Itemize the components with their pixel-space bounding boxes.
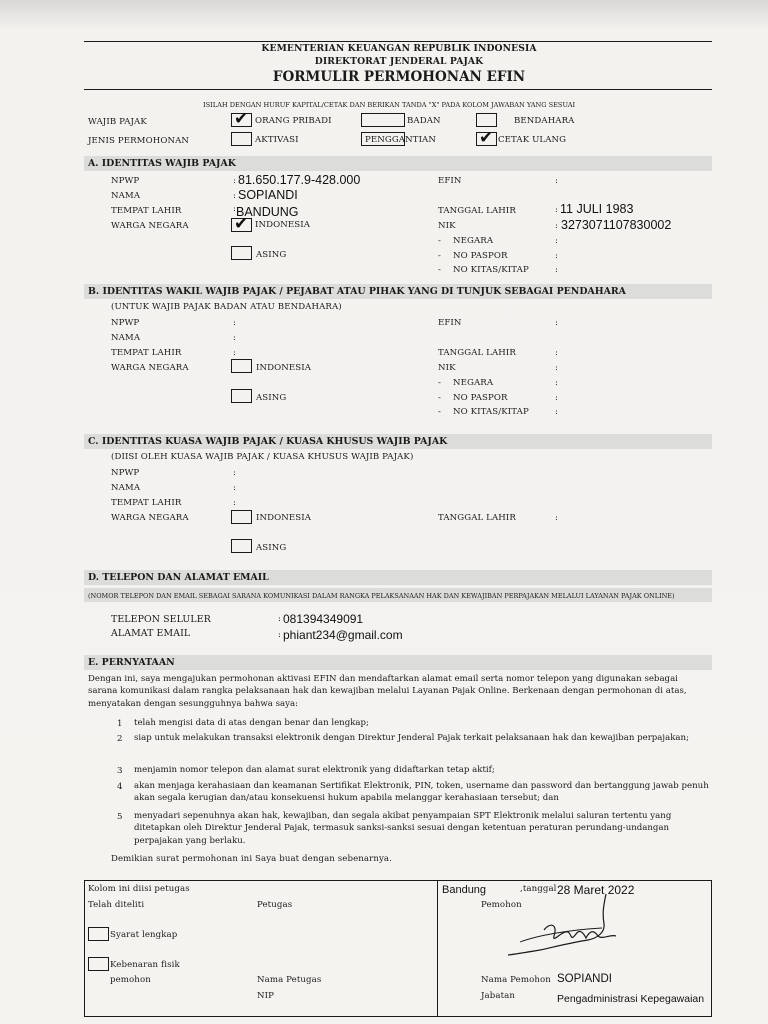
form-title: FORMULIR PERMOHONAN EFIN <box>272 69 526 85</box>
colon: : <box>233 483 236 493</box>
dash: - <box>438 265 442 275</box>
header-directorate: DIREKTORAT JENDERAL PAJAK <box>314 56 484 67</box>
item-number: 5 <box>117 812 123 822</box>
jabatan-value: Pengadministrasi Kepegawaian <box>557 993 705 1005</box>
footer-top-rule <box>84 880 712 881</box>
checkbox-kebenaran-fisik[interactable] <box>88 957 109 971</box>
dash: - <box>438 407 442 417</box>
telah-diteliti-label: Telah diteliti <box>88 900 145 910</box>
npwp-value: 81.650.177.9-428.000 <box>238 173 361 187</box>
option-asing: ASING <box>256 393 287 403</box>
no-paspor-label: NO PASPOR <box>453 251 508 261</box>
efin-label: EFIN <box>438 318 462 328</box>
statement-intro: Dengan ini, saya mengajukan permohonan aktivasi EFIN dan mendaftarkan alamat email serta nomor telepon yang digunakan sebagai sarana komunikasi dalam rangka pelaksanaan hak dan kewajiban melalui Layanan Pajak Online. Berkenaan dengan permohonan di atas, menyatakan dengan sesungguhnya bahwa saya: <box>88 674 687 709</box>
nama-label: NAMA <box>111 333 141 343</box>
tempat-lahir-value: BANDUNG <box>236 205 299 219</box>
tanggal-lahir-value: 11 JULI 1983 <box>560 202 634 216</box>
colon: : <box>555 363 558 373</box>
no-kitas-label: NO KITAS/KITAP <box>453 265 529 275</box>
checkbox-badan[interactable] <box>361 113 405 127</box>
section-b-subtitle: (UNTUK WAJIB PAJAK BADAN ATAU BENDAHARA) <box>111 302 342 312</box>
closing-statement: Demikian surat permohonan ini Saya buat dengan sebenarnya. <box>111 854 392 864</box>
section-e-title: E. PERNYATAAN <box>88 657 175 668</box>
tempat-lahir-label: TEMPAT LAHIR <box>111 498 182 508</box>
section-e-band <box>84 655 712 670</box>
section-c-subtitle: (DIISI OLEH KUASA WAJIB PAJAK / KUASA KHUSUS WAJIB PAJAK) <box>111 452 414 462</box>
option-orang-pribadi: ORANG PRIBADI <box>255 116 332 126</box>
colon: : <box>555 513 558 523</box>
colon: : <box>233 318 236 328</box>
check-mark-icon: ✔ <box>479 128 494 148</box>
nama-value: SOPIANDI <box>238 188 298 202</box>
tanggal-lahir-label: TANGGAL LAHIR <box>438 348 516 358</box>
colon: : <box>555 221 558 231</box>
nik-label: NIK <box>438 363 456 373</box>
option-indonesia: INDONESIA <box>256 513 312 523</box>
checkbox-asing[interactable] <box>231 246 252 260</box>
warga-negara-label: WARGA NEGARA <box>111 221 189 231</box>
title-rule <box>84 89 712 90</box>
efin-label: EFIN <box>438 176 462 186</box>
option-aktivasi: AKTIVASI <box>255 135 299 145</box>
top-rule <box>84 41 712 42</box>
option-asing: ASING <box>256 250 287 260</box>
warga-negara-label: WARGA NEGARA <box>111 513 189 523</box>
colon: : <box>555 407 558 417</box>
colon: : <box>555 378 558 388</box>
colon: : <box>555 236 558 246</box>
item-number: 4 <box>117 782 123 792</box>
no-kitas-label: NO KITAS/KITAP <box>453 407 529 417</box>
syarat-lengkap-label: Syarat lengkap <box>110 930 178 940</box>
option-badan: BADAN <box>407 116 441 126</box>
colon: : <box>555 265 558 275</box>
header-ministry: KEMENTERIAN KEUANGAN REPUBLIK INDONESIA <box>261 43 537 54</box>
kebenaran-fisik-label: Kebenaran fisik <box>110 960 180 970</box>
option-bendahara: BENDAHARA <box>514 116 575 126</box>
section-c-title: C. IDENTITAS KUASA WAJIB PAJAK / KUASA KHUSUS WAJIB PAJAK <box>88 436 448 447</box>
footer-bottom-rule <box>84 1016 712 1017</box>
tempat-lahir-label: TEMPAT LAHIR <box>111 348 182 358</box>
colon: : <box>233 498 236 508</box>
tanggal-lahir-label: TANGGAL LAHIR <box>438 206 516 216</box>
checkbox-indonesia[interactable] <box>231 510 252 524</box>
negara-label: NEGARA <box>453 378 494 388</box>
nama-label: NAMA <box>111 191 141 201</box>
colon: : <box>233 468 236 478</box>
no-paspor-label: NO PASPOR <box>453 393 508 403</box>
checkbox-asing[interactable] <box>231 389 252 403</box>
email-value: phiant234@gmail.com <box>283 628 403 642</box>
checkbox-asing[interactable] <box>231 539 252 553</box>
jabatan-label: Jabatan <box>481 991 516 1001</box>
checkbox-indonesia[interactable] <box>231 359 252 373</box>
footer-left-rule <box>84 880 85 1017</box>
kebenaran-fisik-label-2: pemohon <box>110 975 151 985</box>
footer-right-rule <box>711 880 712 1017</box>
email-label: ALAMAT EMAIL <box>111 628 191 639</box>
section-a-title: A. IDENTITAS WAJIB PAJAK <box>88 158 236 169</box>
dash: - <box>438 378 442 388</box>
colon: : <box>555 393 558 403</box>
npwp-label: NPWP <box>111 468 140 478</box>
tempat-lahir-label: TEMPAT LAHIR <box>111 206 182 216</box>
statement-item: telah mengisi data di atas dengan benar dan lengkap; <box>134 718 369 728</box>
nama-petugas-label: Nama Petugas <box>257 975 322 985</box>
item-number: 1 <box>117 719 123 729</box>
signature-image <box>506 890 630 960</box>
item-number: 2 <box>117 734 123 744</box>
colon: : <box>555 318 558 328</box>
section-b-title: B. IDENTITAS WAKIL WAJIB PAJAK / PEJABAT ATAU PIHAK YANG DI TUNJUK SEBAGAI PENDAHARA <box>88 286 626 297</box>
telepon-label: TELEPON SELULER <box>111 614 211 625</box>
instruction-text: ISILAH DENGAN HURUF KAPITAL/CETAK DAN BERIKAN TANDA "X" PADA KOLOM JAWABAN YANG SESUAI <box>203 101 576 109</box>
dash: - <box>438 393 442 403</box>
statement-item: menjamin nomor telepon dan alamat surat elektronik yang didaftarkan tetap aktif; <box>134 765 495 775</box>
tanggal-label: ,tanggal <box>520 884 557 894</box>
npwp-label: NPWP <box>111 176 140 186</box>
petugas-label: Petugas <box>257 900 293 910</box>
nama-label: NAMA <box>111 483 141 493</box>
check-mark-icon: ✔ <box>234 109 249 129</box>
item-number: 3 <box>117 766 123 776</box>
statement-item: menyadari sepenuhnya akan hak, kewajiban, dan segala akibat penyampaian SPT Elektronik melalui saluran tertentu yang ditetapkan oleh Direktur Jenderal Pajak, termasuk sanksi-sanksi sesuai dengan ketentuan peraturan perundang-undangan perpajakan yang berlaku. <box>134 811 672 846</box>
checkbox-bendahara[interactable] <box>476 113 497 127</box>
colon: : <box>233 333 236 343</box>
kota-value: Bandung <box>442 884 487 896</box>
tanggal-lahir-label: TANGGAL LAHIR <box>438 513 516 523</box>
section-d-subtitle: (NOMOR TELEPON DAN EMAIL SEBAGAI SARANA KOMUNIKASI DALAM RANGKA PELAKSANAAN HAK DAN KEWAJIBAN PERPAJAKAN MELALUI LAYANAN PAJAK ONLINE) <box>88 592 675 600</box>
petugas-note: Kolom ini diisi petugas <box>88 884 190 894</box>
colon: : <box>233 204 236 214</box>
nama-pemohon-label: Nama Pemohon <box>481 975 551 985</box>
option-cetak-ulang: CETAK ULANG <box>498 135 567 145</box>
negara-label: NEGARA <box>453 236 494 246</box>
nama-pemohon-value: SOPIANDI <box>557 973 612 985</box>
colon: : <box>278 614 281 624</box>
colon: : <box>233 191 236 201</box>
checkbox-aktivasi[interactable] <box>231 132 252 146</box>
colon: : <box>233 348 236 358</box>
statement-item: siap untuk melakukan transaksi elektronik dengan Direktur Jenderal Pajak terkait pelaksanaan hak dan kewajiban perpajakan; <box>134 733 689 743</box>
footer-divider <box>437 880 438 1017</box>
check-mark-icon: ✔ <box>234 214 249 234</box>
option-indonesia: INDONESIA <box>256 363 312 373</box>
colon: : <box>555 348 558 358</box>
checkbox-syarat-lengkap[interactable] <box>88 927 109 941</box>
option-indonesia: INDONESIA <box>255 220 311 230</box>
nip-label: NIP <box>257 991 274 1001</box>
colon: : <box>233 176 236 186</box>
jenis-permohonan-label: JENIS PERMOHONAN <box>88 136 190 146</box>
nik-label: NIK <box>438 221 456 231</box>
colon: : <box>278 630 281 640</box>
tanggal-value: 28 Maret 2022 <box>557 883 635 897</box>
colon: : <box>555 205 558 215</box>
section-d-title: D. TELEPON DAN ALAMAT EMAIL <box>88 572 269 583</box>
wajib-pajak-label: WAJIB PAJAK <box>88 117 147 127</box>
colon: : <box>555 251 558 261</box>
colon: : <box>555 176 558 186</box>
option-penggantian: PENGGANTIAN <box>365 135 436 145</box>
option-asing: ASING <box>256 543 287 553</box>
telepon-value: 081394349091 <box>283 612 364 626</box>
dash: - <box>438 236 442 246</box>
nik-value: 3273071107830002 <box>561 218 672 232</box>
statement-item: akan menjaga kerahasiaan dan keamanan Sertifikat Elektronik, PIN, token, username dan password dan bertanggung jawab penuh akan segala kerugian dan/atau konsekuensi hukum apabila melanggar kerahasiaan tersebut; dan <box>134 781 709 804</box>
dash: - <box>438 251 442 261</box>
warga-negara-label: WARGA NEGARA <box>111 363 189 373</box>
npwp-label: NPWP <box>111 318 140 328</box>
pemohon-label: Pemohon <box>481 900 522 910</box>
